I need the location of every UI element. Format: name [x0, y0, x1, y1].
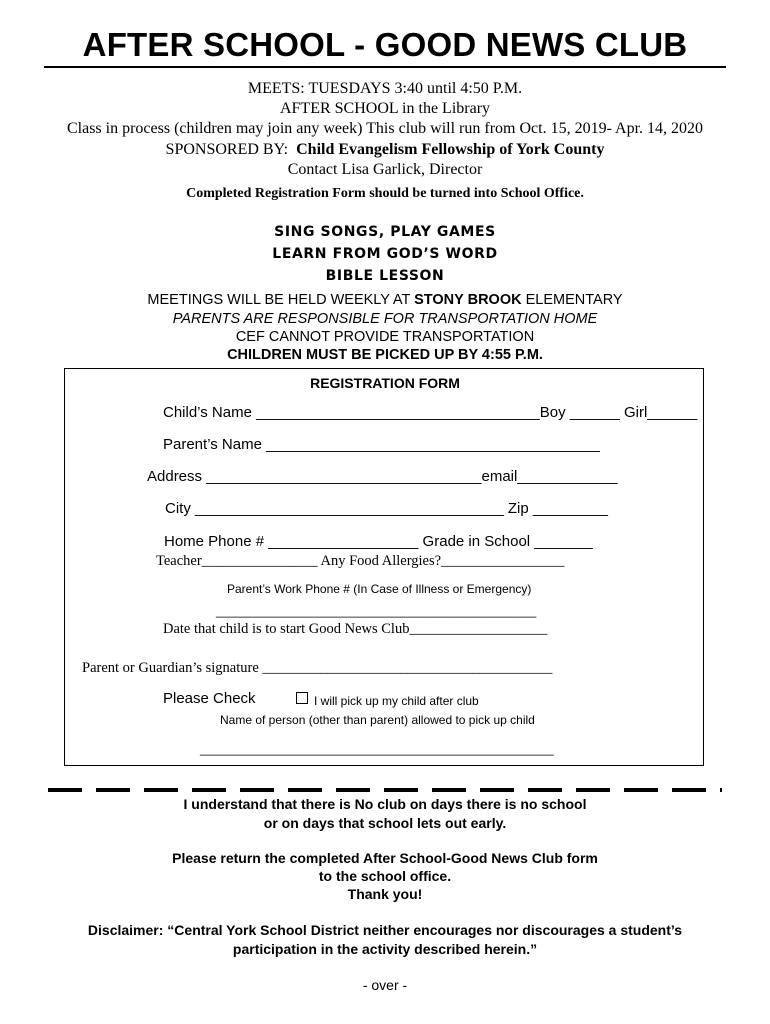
signature-field[interactable]: Parent or Guardian’s signature ________________________________________: [82, 660, 553, 676]
address-email-field[interactable]: Address _________________________________email____________: [147, 468, 618, 485]
child-name-field[interactable]: Child’s Name __________________________________Boy ______ Girl______: [163, 404, 698, 421]
turn-in-note: Completed Registration Form should be turned into School Office.: [186, 186, 584, 201]
activity-item: LEARN FROM GOD’S WORD: [272, 246, 498, 262]
work-phone-label: Parent’s Work Phone # (In Case of Illness or Emergency): [227, 582, 532, 596]
work-phone-field[interactable]: ________________________________________________: [216, 604, 537, 618]
transport-responsibility: PARENTS ARE RESPONSIBLE FOR TRANSPORTATION HOME: [172, 311, 598, 327]
activity-item: SING SONGS, PLAY GAMES: [274, 224, 496, 240]
pickup-checkbox-row[interactable]: [296, 692, 479, 708]
activity-item: BIBLE LESSON: [325, 268, 445, 284]
page-over-note: - over -: [362, 977, 408, 993]
disclaimer-line-1: Disclaimer: “Central York School District neither encourages nor discourages a student’s: [87, 922, 683, 938]
pickup-option-label: I will pick up my child after club: [314, 694, 479, 708]
checkbox-icon[interactable]: [296, 692, 308, 704]
sponsor-label: SPONSORED BY:: [165, 141, 297, 158]
disclaimer-line-2: participation in the activity described herein.”: [232, 941, 538, 957]
other-person-field[interactable]: _____________________________________________________: [200, 742, 554, 756]
parent-name-field[interactable]: Parent’s Name ________________________________________: [163, 436, 600, 453]
meetings-prefix: MEETINGS WILL BE HELD WEEKLY AT: [147, 292, 415, 308]
start-date-field[interactable]: Date that child is to start Good News Club___________________: [163, 621, 548, 637]
page-title: AFTER SCHOOL - GOOD NEWS CLUB: [82, 26, 688, 63]
school-name: STONY BROOK: [414, 292, 522, 308]
class-info: Class in process (children may join any week) This club will run from Oct. 15, 2019- Apr. 14, 2020: [66, 120, 704, 137]
no-club-note-line-1: I understand that there is No club on days there is no school: [183, 796, 587, 812]
meeting-time: MEETS: TUESDAYS 3:40 until 4:50 P.M.: [247, 80, 523, 97]
thank-you-note: Thank you!: [347, 886, 423, 902]
title-underline: [44, 66, 726, 68]
registration-form-title: REGISTRATION FORM: [310, 375, 460, 391]
meetings-location-line: [0, 292, 770, 308]
meetings-suffix: ELEMENTARY: [521, 292, 623, 308]
teacher-allergies-field[interactable]: Teacher________________ Any Food Allergies?_________________: [156, 553, 565, 569]
no-club-note-line-2: or on days that school lets out early.: [263, 815, 507, 831]
sponsor-name: Child Evangelism Fellowship of York County: [296, 141, 605, 158]
return-note-line-2: to the school office.: [318, 868, 452, 884]
contact-line: Contact Lisa Garlick, Director: [287, 161, 483, 178]
return-note-line-1: Please return the completed After School-Good News Club form: [172, 850, 598, 866]
other-person-label: Name of person (other than parent) allowed to pick up child: [220, 713, 535, 727]
home-phone-grade-field[interactable]: Home Phone # __________________ Grade in School _______: [164, 533, 593, 550]
cut-line-divider: [48, 788, 722, 792]
city-zip-field[interactable]: City _____________________________________ Zip _________: [165, 500, 608, 517]
pickup-time-note: CHILDREN MUST BE PICKED UP BY 4:55 P.M.: [227, 347, 543, 363]
please-check-label: Please Check: [163, 690, 256, 707]
no-transport-note: CEF CANNOT PROVIDE TRANSPORTATION: [235, 329, 535, 345]
meeting-location: AFTER SCHOOL in the Library: [279, 100, 491, 117]
sponsor-line: [0, 141, 770, 159]
